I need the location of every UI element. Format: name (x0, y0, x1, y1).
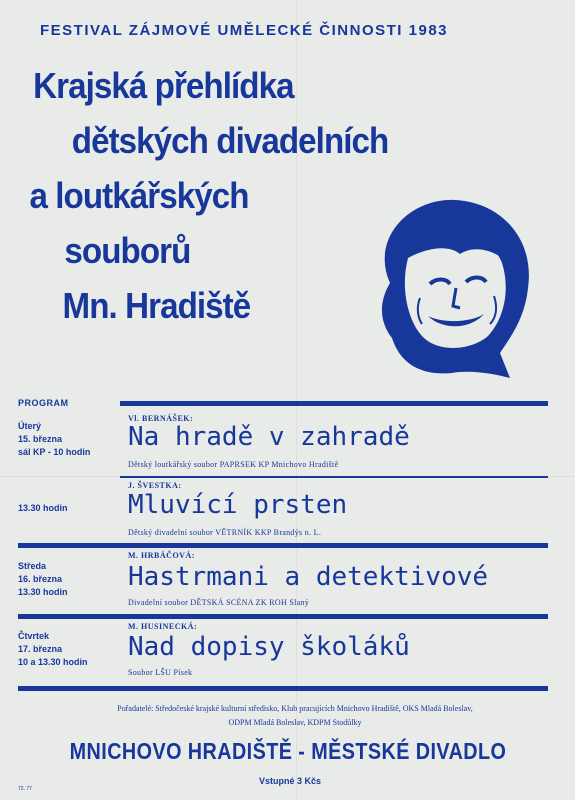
program-item-ensemble: Divadelní soubor DĚTSKÁ SCÉNA ZK ROH Slaný (128, 598, 310, 607)
program-item-author: M. HUSINECKÁ: (128, 622, 198, 631)
when-date: 16. března (18, 574, 63, 584)
program-item-title: Na hradě v zahradě (128, 422, 410, 452)
program-item-when (18, 502, 68, 515)
venue-heading: MNICHOVO HRADIŠTĚ - MĚSTSKÉ DIVADLO (69, 738, 507, 764)
when-time: 10 a 13.30 hodin (18, 657, 88, 667)
headline-line: dětských divadelních (71, 120, 389, 161)
entry-price: Vstupné 3 Kčs (258, 776, 322, 786)
program-item-ensemble: Dětský divadelní soubor VĚTRNÍK KKP Brandýs n. L. (128, 528, 322, 537)
when-time: 13.30 hodin (18, 503, 68, 513)
headline (0, 58, 389, 333)
divider-rule (18, 543, 548, 548)
program-item-title: Mluvící prsten (128, 490, 348, 520)
program-item-author: M. HRBÁČOVÁ: (128, 551, 195, 560)
headline-line: Mn. Hradiště (62, 285, 251, 326)
print-code: 72. 77 (18, 786, 32, 792)
program-item-title: Hastrmani a detektivové (128, 562, 489, 592)
when-time: sál KP - 10 hodin (18, 447, 91, 457)
organizers (60, 702, 530, 730)
when-time: 13.30 hodin (18, 587, 68, 597)
when-day: Čtvrtek (18, 631, 50, 641)
festival-heading: FESTIVAL ZÁJMOVÉ UMĚLECKÉ ČINNOSTI 1983 (40, 22, 449, 39)
child-portrait-illustration (360, 188, 540, 388)
program-item-ensemble: Dětský loutkářský soubor PAPRSEK KP Mnichovo Hradiště (128, 460, 339, 469)
divider-rule (18, 614, 548, 619)
program-item-ensemble: Soubor LŠU Písek (128, 668, 193, 677)
when-day: Úterý (18, 421, 42, 431)
program-label: PROGRAM (18, 398, 69, 408)
when-day: Středa (18, 561, 47, 571)
headline-line: Krajská přehlídka (33, 65, 294, 106)
divider-rule (120, 401, 548, 406)
program-item-when (18, 560, 68, 599)
headline-line: a loutkářských (29, 175, 249, 216)
program-item-author: Vl. BERNÁŠEK: (128, 414, 194, 423)
program-item-when (18, 420, 90, 459)
organizers-line: ODPM Mladá Boleslav, KDPM Stodůlky (228, 718, 362, 727)
divider-rule (120, 476, 548, 478)
program-item-title: Nad dopisy školáků (128, 632, 410, 662)
when-date: 15. března (18, 434, 63, 444)
program-item-when (18, 630, 88, 669)
headline-line: souborů (64, 230, 191, 271)
program-item-author: J. ŠVESTKA: (128, 481, 182, 490)
divider-rule (18, 686, 548, 691)
when-date: 17. března (18, 644, 63, 654)
organizers-line: Pořadatelé: Středočeské krajské kulturní středisko, Klub pracujících Mnichovo Hradiště, OKS Mladá Boleslav, (117, 704, 473, 713)
